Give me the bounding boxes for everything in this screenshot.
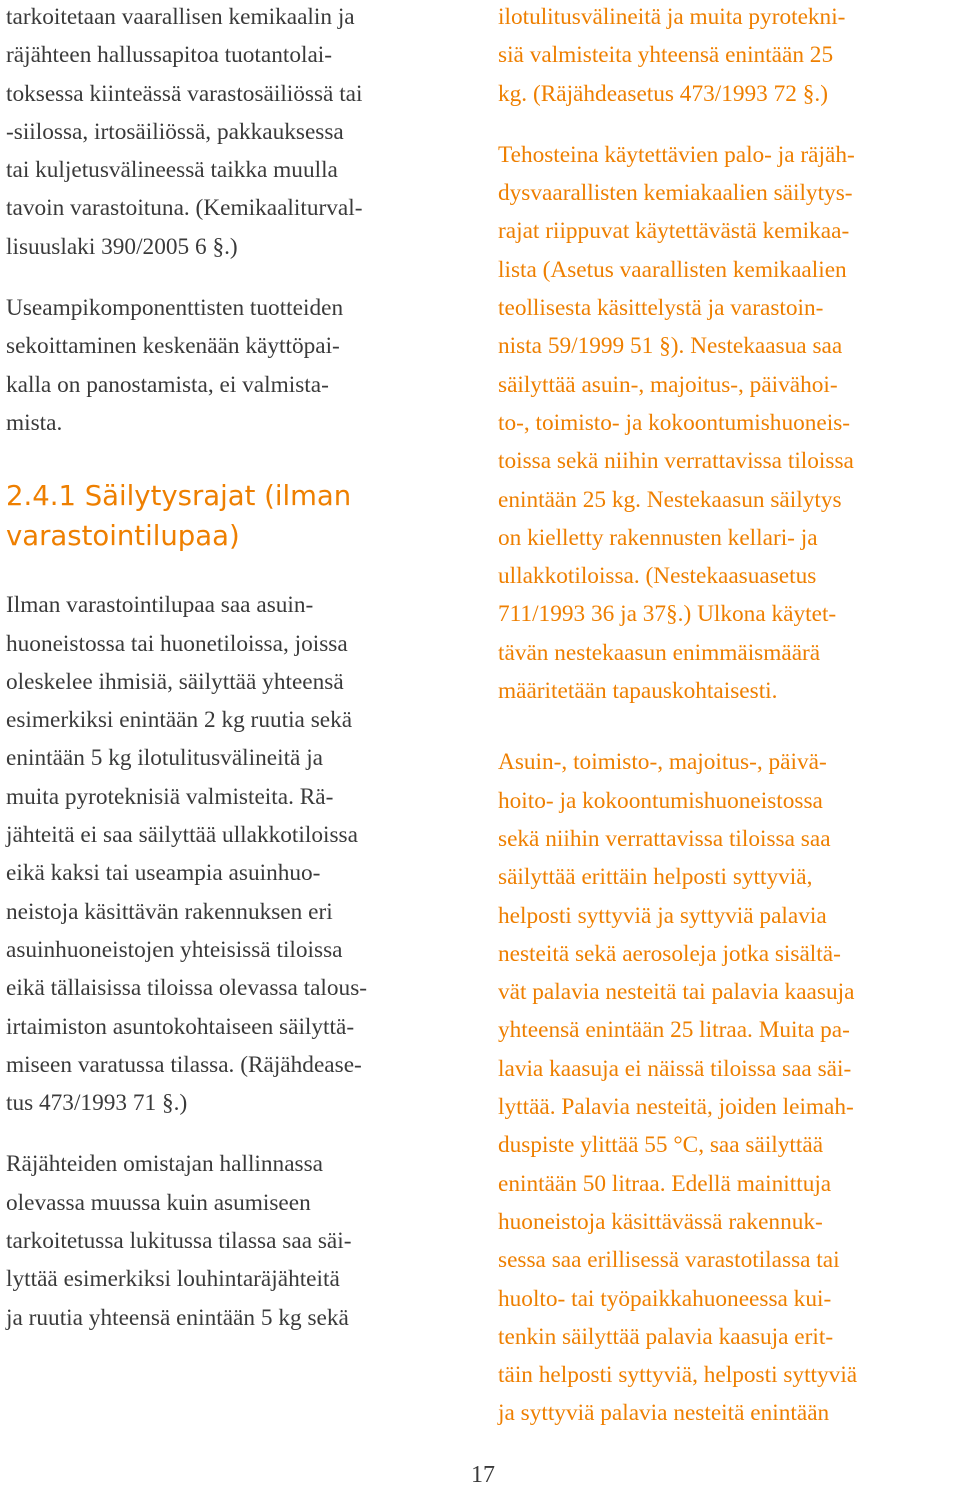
paragraph-fireworks-limit: [498, 0, 956, 113]
text-line: ja ruutia yhteensä enintään 5 kg sekä: [6, 1304, 349, 1331]
text-line: nesteitä sekä aerosoleja jotka sisältä-: [498, 940, 841, 967]
text-line: tävän nestekaasun enimmäismäärä: [498, 639, 821, 666]
text-line: jähteitä ei saa säilyttää ullakkotiloissa: [6, 822, 358, 849]
text-line: duspiste ylittää 55 °C, saa säilyttää: [498, 1132, 824, 1159]
text-line: säilyttää asuin-, majoitus-, päivähoi-: [498, 371, 838, 398]
left-column: [6, 0, 461, 1337]
text-line: rajat riippuvat käytettävästä kemikaa-: [498, 218, 850, 245]
paragraph-storage-definition: [6, 0, 461, 266]
text-line: neistoja käsittävän rakennuksen eri: [6, 898, 333, 925]
text-line: enintään 50 litraa. Edellä mainittuja: [498, 1170, 832, 1197]
section-heading: [6, 476, 461, 556]
text-line: olevassa muussa kuin asumiseen: [6, 1189, 311, 1216]
page-number: 17: [471, 1462, 495, 1488]
text-line: lista (Asetus vaarallisten kemikaalien: [498, 256, 847, 283]
text-line: on kielletty rakennusten kellari- ja: [498, 524, 818, 551]
text-line: esimerkiksi enintään 2 kg ruutia sekä: [6, 707, 353, 734]
text-line: Tehosteina käytettävien palo- ja räjäh-: [498, 141, 855, 168]
text-line: irtaimiston asuntokohtaiseen säilyttä-: [6, 1013, 355, 1040]
text-line: huolto- tai työpaikkahuoneessa kui-: [498, 1285, 832, 1312]
text-line: muita pyroteknisiä valmisteita. Rä-: [6, 783, 334, 810]
text-line: määritetään tapauskohtaisesti.: [498, 678, 778, 705]
text-line: teollisesta käsittelystä ja varastoin-: [498, 295, 824, 322]
paragraph-multicomponent: [6, 289, 461, 442]
text-line: tai kuljetusvälineessä taikka muulla: [6, 157, 338, 184]
text-line: -siilossa, irtosäiliössä, pakkauksessa: [6, 118, 344, 145]
text-line: tenkin säilyttää palavia kaasuja erit-: [498, 1323, 834, 1350]
text-line: enintään 25 kg. Nestekaasun säilytys: [498, 486, 842, 513]
text-line: huoneistossa tai huonetiloissa, joissa: [6, 630, 348, 657]
text-line: tarkoitetaan vaarallisen kemikaalin ja: [6, 4, 355, 30]
text-line: Räjähteiden omistajan hallinnassa: [6, 1151, 324, 1178]
paragraph-locked-storage: [6, 1145, 461, 1336]
paragraph-effect-chemicals: [498, 136, 956, 710]
text-line: lavia kaasuja ei näissä tiloissa saa säi-: [498, 1055, 852, 1082]
text-line: vät palavia nesteitä tai palavia kaasuja: [498, 979, 855, 1006]
text-line: mista.: [6, 409, 63, 436]
text-line: lyttää esimerkiksi louhintaräjähteitä: [6, 1266, 340, 1293]
paragraph-flammable-liquids: [498, 743, 956, 1432]
text-line: eikä kaksi tai useampia asuinhuo-: [6, 860, 321, 887]
paragraph-storage-limits-residential: [6, 586, 461, 1122]
text-line: kalla on panostamista, ei valmista-: [6, 371, 329, 398]
text-line: helposti syttyviä ja syttyviä palavia: [498, 902, 827, 929]
text-line: nista 59/1999 51 §). Nestekaasua saa: [498, 333, 843, 360]
text-line: toissa sekä niihin verrattavissa tiloissa: [498, 448, 854, 475]
text-line: Ilman varastointilupaa saa asuin-: [6, 592, 314, 619]
text-line: eikä tällaisissa tiloissa olevassa talous-: [6, 975, 368, 1002]
heading-line: 2.4.1 Säilytysrajat (ilman: [6, 480, 352, 513]
text-line: sekä niihin verrattavissa tiloissa saa: [498, 825, 831, 852]
text-line: to-, toimisto- ja kokoontumishuoneis-: [498, 409, 851, 436]
text-line: miseen varatussa tilassa. (Räjähdease-: [6, 1051, 362, 1078]
text-line: ja syttyviä palavia nesteitä enintään: [498, 1400, 830, 1427]
text-line: lyttää. Palavia nesteitä, joiden leimah-: [498, 1094, 854, 1121]
text-line: asuinhuoneistojen yhteisissä tiloissa: [6, 936, 343, 963]
text-line: täin helposti syttyviä, helposti syttyviä: [498, 1362, 858, 1389]
text-line: Useampikomponenttisten tuotteiden: [6, 295, 344, 322]
text-line: lisuuslaki 390/2005 6 §.): [6, 233, 238, 260]
text-line: sessa saa erillisessä varastotilassa tai: [498, 1247, 840, 1274]
text-line: säilyttää erittäin helposti syttyviä,: [498, 864, 813, 891]
right-column: [498, 0, 956, 1433]
text-line: 711/1993 36 ja 37§.) Ulkona käytet-: [498, 601, 837, 628]
text-line: siä valmisteita yhteensä enintään 25: [498, 42, 834, 69]
text-line: huoneistoja käsittävässä rakennuk-: [498, 1208, 823, 1235]
text-line: räjähteen hallussapitoa tuotantolai-: [6, 42, 333, 69]
text-line: oleskelee ihmisiä, säilyttää yhteensä: [6, 668, 344, 695]
text-line: yhteensä enintään 25 litraa. Muita pa-: [498, 1017, 850, 1044]
text-line: kg. (Räjähdeasetus 473/1993 72 §.): [498, 80, 828, 107]
text-line: tarkoitetussa lukitussa tilassa saa säi-: [6, 1228, 352, 1255]
text-line: enintään 5 kg ilotulitusvälineitä ja: [6, 745, 324, 772]
text-line: ilotulitusvälineitä ja muita pyrotekni-: [498, 4, 846, 30]
text-line: dysvaarallisten kemiakaalien säilytys-: [498, 180, 853, 207]
text-line: Asuin-, toimisto-, majoitus-, päivä-: [498, 749, 827, 776]
text-line: tus 473/1993 71 §.): [6, 1090, 188, 1117]
text-line: sekoittaminen keskenään käyttöpai-: [6, 333, 340, 360]
heading-line: varastointilupaa): [6, 520, 240, 553]
text-line: hoito- ja kokoontumishuoneistossa: [498, 787, 823, 814]
text-line: tavoin varastoituna. (Kemikaaliturval-: [6, 195, 363, 222]
text-line: ullakkotiloissa. (Nestekaasuasetus: [498, 563, 817, 590]
text-line: toksessa kiinteässä varastosäiliössä tai: [6, 80, 363, 107]
